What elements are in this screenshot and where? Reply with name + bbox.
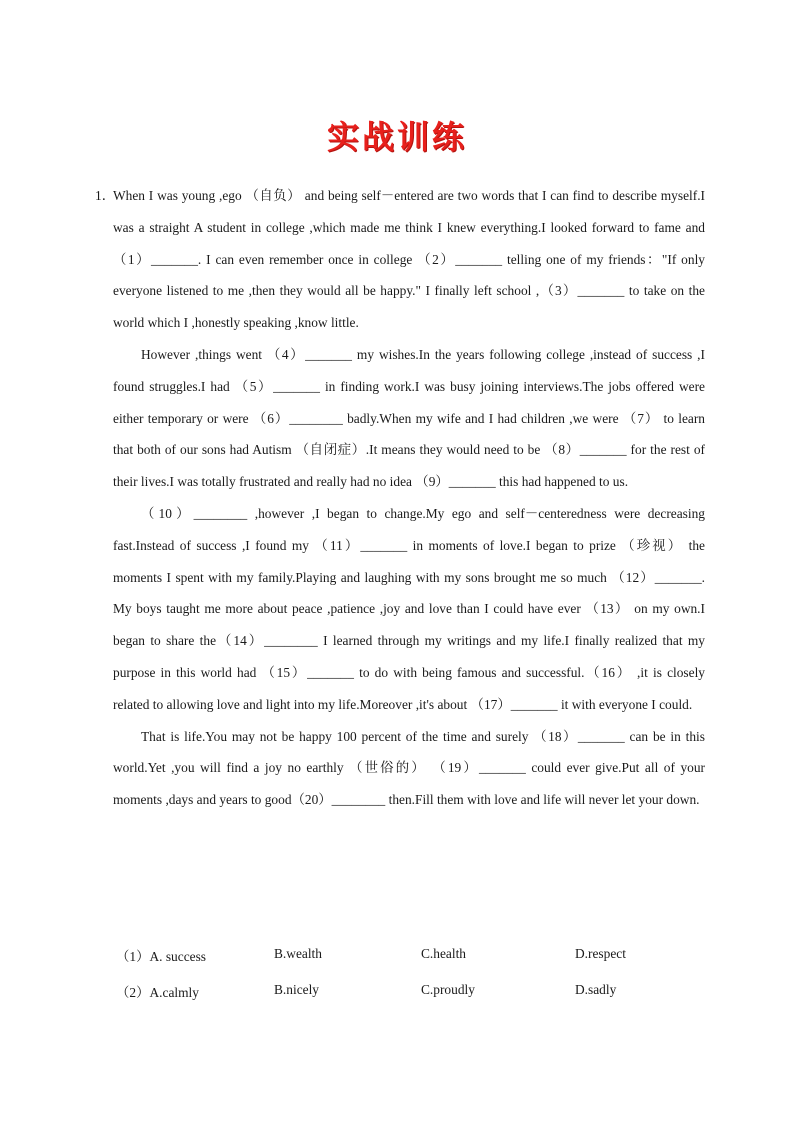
passage-paragraph-4: That is life.You may not be happy 100 percent of the time and surely （18）_______ can be in this world.Yet ,you will find a joy no earthly （世俗的） （19）_______ could ever give.Put all of your moments ,days and years to good（20）________ then.Fill them with love and life will never let your down. [113,728,705,808]
option-1b: B.wealth [274,946,322,961]
page-title: 实战训练 [326,118,467,156]
option-2d: D.sadly [575,982,617,997]
option-2c: C.proudly [421,982,475,997]
option-row-1 [116,946,736,982]
passage-paragraph-2: However ,things went （4）_______ my wishes.In the years following college ,instead of success ,I found struggles.I had （5）_______ in finding work.I was busy joining interviews.The jobs offered were either temporary or were （6）________ badly.When my wife and I had children ,we were （7） to learn that both of our sons had Autism （自闭症）.It means they would need to be （8）_______ for the rest of their lives.I was totally frustrated and really had no idea （9）_______ this had happened to us. [113,346,705,490]
passage-paragraph-1: When I was young ,ego （自负） and being self－entered are two words that I can find to describe myself.I was a straight A student in college ,which made me think I knew everything.I looked forward to fame and （1）_______. I can even remember once in college （2）_______ telling one of my friends："If only everyone listened to me ,then they would all be happy." I finally left school ,（3）_______ to take on the world which I ,honestly speaking ,know little. [113,188,705,331]
option-1d: D.respect [575,946,626,961]
option-2b: B.nicely [274,982,319,997]
passage-paragraph-3: （10）________ ,however ,I began to change.My ego and self－centeredness were decreasing fast.Instead of success ,I found my （11）_______ in moments of love.I began to prize （珍视） the moments I spent with my family.Playing and laughing with my sons brought me so much （12）_______. My boys taught me more about peace ,patience ,joy and love than I could have ever （13） on my own.I began to share the（14）________ I learned through my writings and my life.I finally realized that my purpose in this world had （15）_______ to do with being famous and successful.（16） ,it is closely related to allowing love and light into my life.Moreover ,it's about （17）_______ it with everyone I could. [113,505,705,712]
question-number: 1． [95,188,116,203]
question-1 [95,180,705,816]
option-1c: C.health [421,946,466,961]
option-2a: （2）A.calmly [116,985,199,1000]
answer-options [116,946,736,1018]
option-row-2 [116,982,736,1018]
option-1a: （1）A. success [116,949,207,964]
